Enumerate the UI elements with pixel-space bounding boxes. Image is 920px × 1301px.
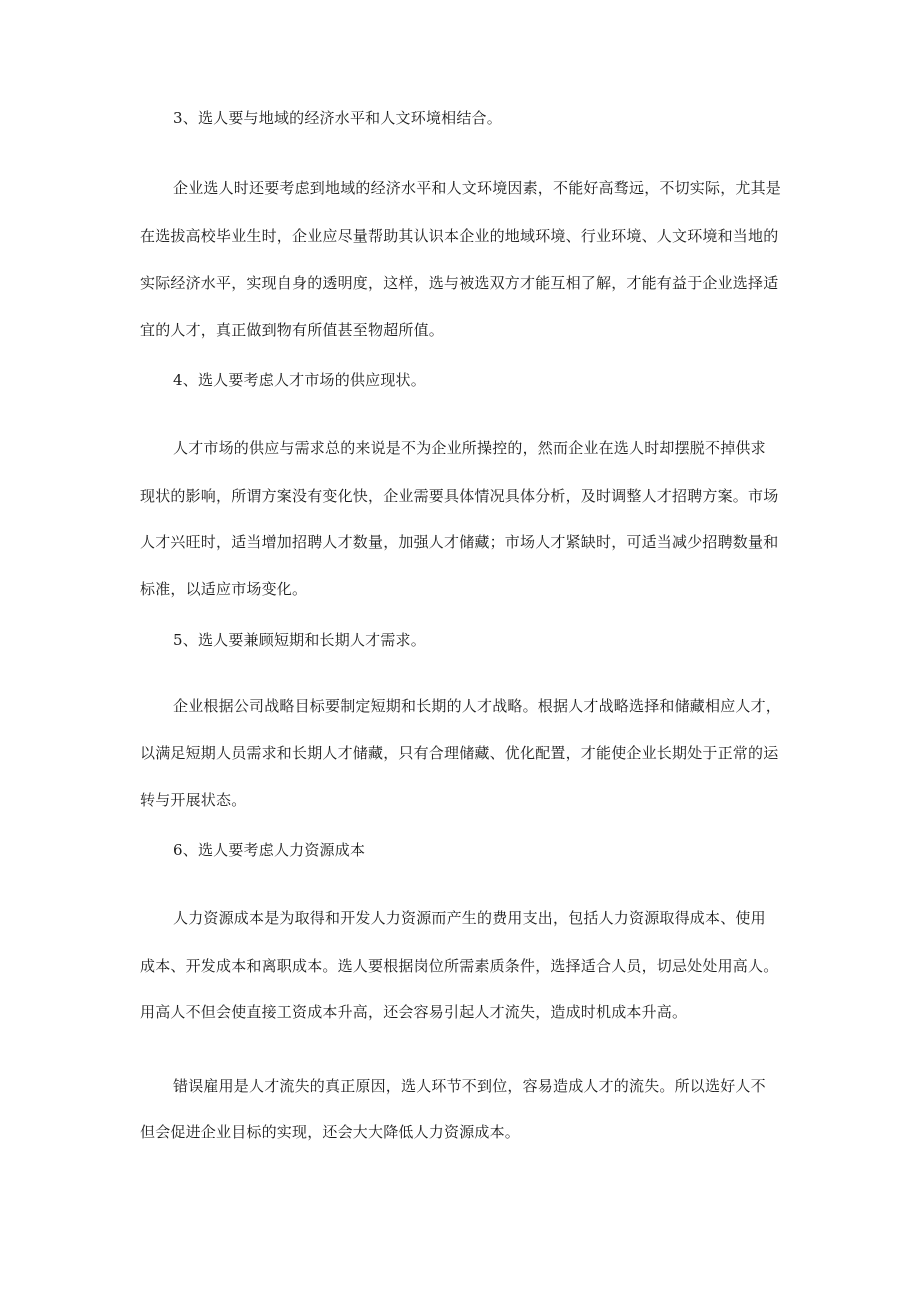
paragraph-line: 在选拔高校毕业生时，企业应尽量帮助其认识本企业的地域环境、行业环境、人文环境和当地的 — [140, 227, 779, 245]
paragraph-line: 实际经济水平，实现自身的透明度，这样，选与被选双方才能互相了解，才能有益于企业选择适 — [140, 274, 779, 292]
section-heading-3: 3、选人要与地域的经济水平和人文环境相结合。 — [173, 109, 502, 127]
paragraph-line: 企业选人时还要考虑到地域的经济水平和人文环境因素，不能好高骛远，不切实际，尤其是 — [173, 179, 782, 197]
paragraph-line: 人力资源成本是为取得和开发人力资源而产生的费用支出，包括人力资源取得成本、使用 — [173, 909, 766, 927]
paragraph-line: 标准，以适应市场变化。 — [140, 580, 308, 598]
section-heading-4: 4、选人要考虑人才市场的供应现状。 — [173, 371, 426, 389]
paragraph-line: 人才兴旺时，适当增加招聘人才数量，加强人才储藏；市场人才紧缺时，可适当减少招聘数量和 — [140, 533, 779, 551]
paragraph-line: 企业根据公司战略目标要制定短期和长期的人才战略。根据人才战略选择和储藏相应人才， — [173, 697, 782, 715]
paragraph-line: 人才市场的供应与需求总的来说是不为企业所操控的，然而企业在选人时却摆脱不掉供求 — [173, 439, 766, 457]
paragraph-line: 宜的人才，真正做到物有所值甚至物超所值。 — [140, 321, 445, 339]
section-heading-6: 6、选人要考虑人力资源成本 — [173, 841, 366, 859]
paragraph-line: 转与开展状态。 — [140, 791, 247, 809]
paragraph-line: 但会促进企业目标的实现，还会大大降低人力资源成本。 — [140, 1123, 521, 1141]
paragraph-line: 现状的影响，所谓方案没有变化快，企业需要具体情况具体分析，及时调整人才招聘方案。市场 — [140, 487, 779, 505]
paragraph-line: 以满足短期人员需求和长期人才储藏，只有合理储藏、优化配置，才能使企业长期处于正常的运 — [140, 744, 779, 762]
paragraph-line: 用高人不但会使直接工资成本升高，还会容易引起人才流失，造成时机成本升高。 — [140, 1003, 688, 1021]
section-heading-5: 5、选人要兼顾短期和长期人才需求。 — [173, 631, 426, 649]
paragraph-line: 错误雇用是人才流失的真正原因，选人环节不到位，容易造成人才的流失。所以选好人不 — [173, 1077, 766, 1095]
paragraph-line: 成本、开发成本和离职成本。选人要根据岗位所需素质条件，选择适合人员，切忌处处用高人。 — [140, 957, 779, 975]
